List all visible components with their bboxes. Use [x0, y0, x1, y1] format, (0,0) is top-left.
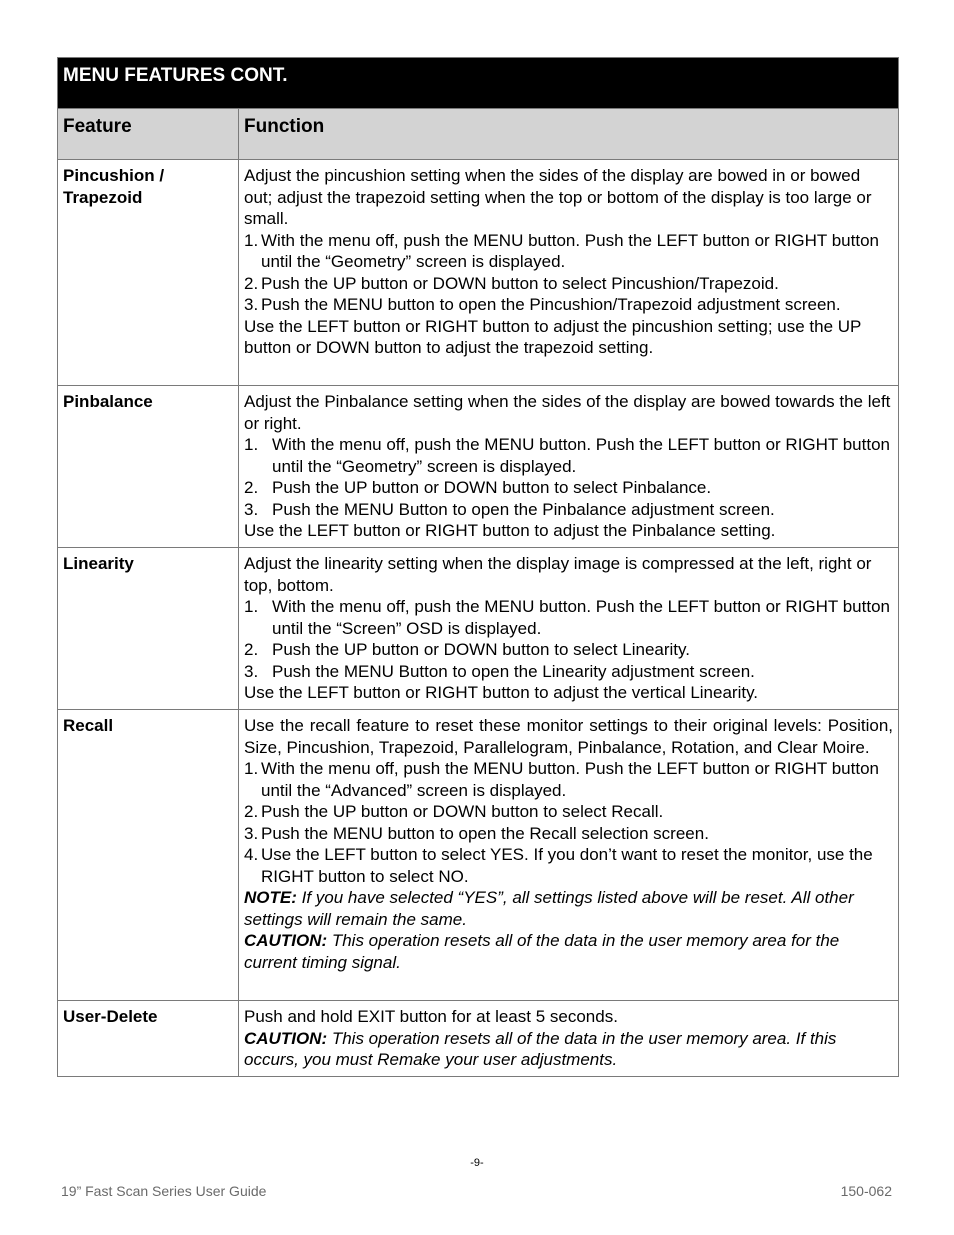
feature-name: Recall [58, 710, 239, 1001]
intro-text: Adjust the linearity setting when the display image is compressed at the left, right or top, bottom. [244, 554, 872, 595]
table-row [58, 160, 899, 386]
list-item: 1. With the menu off, push the MENU button. Push the LEFT button or RIGHT button until the “Geometry” screen is displayed. [244, 230, 879, 271]
outro-text: Use the LEFT button or RIGHT button to adjust the vertical Linearity. [244, 683, 759, 702]
intro-text: Adjust the Pinbalance setting when the sides of the display are bowed towards the left or right. [244, 392, 891, 433]
step-list [244, 758, 893, 887]
feature-name: Pinbalance [58, 386, 239, 548]
caution-text: CAUTION: This operation resets all of the data in the user memory area. If this occurs, you must Remake your user adjustments. [244, 1028, 837, 1069]
list-item: 2. Push the UP button or DOWN button to select Pincushion/Trapezoid. [244, 273, 779, 293]
outro-text: Use the LEFT button or RIGHT button to adjust the pincushion setting; use the UP button or DOWN button to adjust the trapezoid setting. [244, 316, 862, 357]
step-list [244, 596, 893, 682]
feature-name: Pincushion / Trapezoid [58, 160, 239, 386]
list-item: 1. With the menu off, push the MENU button. Push the LEFT button or RIGHT button until the “Advanced” screen is displayed. [244, 759, 879, 800]
table-row [58, 548, 899, 710]
list-item: 1. With the menu off, push the MENU button. Push the LEFT button or RIGHT button until the “Screen” OSD is displayed. [244, 597, 890, 638]
step-list [244, 434, 893, 520]
note-text: NOTE: If you have selected “YES”, all settings listed above will be reset. All other settings will remain the same. [244, 888, 854, 929]
column-header-function: Function [239, 109, 899, 160]
list-item: 4. Use the LEFT button to select YES. If you don’t want to reset the monitor, use the RIGHT button to select NO. [244, 845, 873, 886]
feature-name: Linearity [58, 548, 239, 710]
list-item: 1. With the menu off, push the MENU button. Push the LEFT button or RIGHT button until the “Geometry” screen is displayed. [244, 435, 890, 476]
table-row [58, 710, 899, 1001]
caution-text: CAUTION: This operation resets all of the data in the user memory area for the current timing signal. [244, 931, 840, 972]
list-item: 3. Push the MENU button to open the Pincushion/Trapezoid adjustment screen. [244, 295, 841, 314]
table-header-row [58, 109, 899, 160]
feature-name: User-Delete [58, 1001, 239, 1077]
table-row [58, 386, 899, 548]
feature-description [239, 1001, 899, 1077]
intro-text: Use the recall feature to reset these monitor settings to their original levels: Position, Size, Pincushion, Trapezoid, Parallelogram, Pinbalance, Rotation, and Clear Moire. [244, 716, 894, 757]
list-item: 2. Push the UP button or DOWN button to select Recall. [244, 802, 664, 821]
feature-description [239, 160, 899, 386]
list-item: 3. Push the MENU button to open the Recall selection screen. [244, 823, 709, 843]
footer-document-number: 150-062 [840, 1183, 892, 1199]
footer-document-title: 19” Fast Scan Series User Guide [61, 1183, 267, 1199]
table-title: MENU FEATURES CONT. [58, 58, 899, 109]
list-item: 2. Push the UP button or DOWN button to select Pinbalance. [244, 478, 712, 497]
intro-text: Adjust the pincushion setting when the sides of the display are bowed in or bowed out; adjust the trapezoid setting when the top or bottom of the display is too large or small. [244, 166, 872, 228]
feature-description [239, 548, 899, 710]
page-number: -9- [470, 1157, 484, 1169]
table-row [58, 1001, 899, 1077]
intro-text: Push and hold EXIT button for at least 5 seconds. [244, 1007, 618, 1026]
outro-text: Use the LEFT button or RIGHT button to adjust the Pinbalance setting. [244, 521, 776, 540]
feature-description [239, 710, 899, 1001]
menu-features-table [57, 57, 899, 1077]
list-item: 3. Push the MENU Button to open the Linearity adjustment screen. [244, 661, 755, 681]
list-item: 3. Push the MENU Button to open the Pinbalance adjustment screen. [244, 499, 775, 519]
list-item: 2. Push the UP button or DOWN button to select Linearity. [244, 640, 690, 659]
step-list [244, 230, 893, 316]
feature-description [239, 386, 899, 548]
column-header-feature: Feature [58, 109, 239, 160]
